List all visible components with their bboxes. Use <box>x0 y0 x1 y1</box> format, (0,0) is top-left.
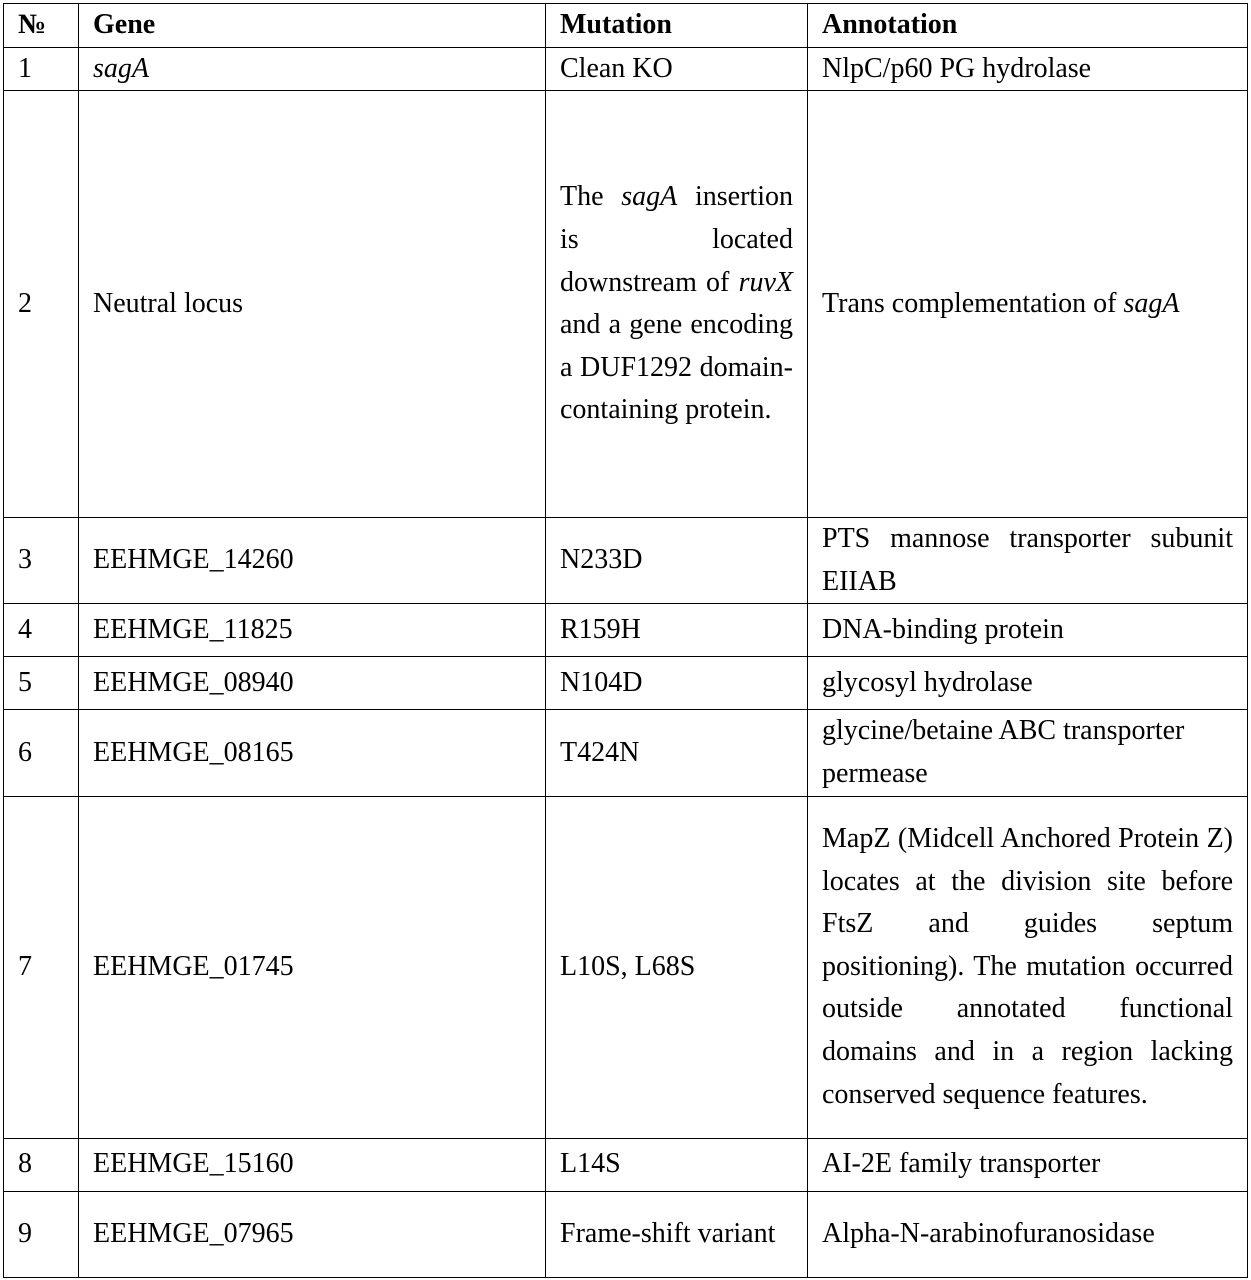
annotation-cell: glycine/betaine ABC transporter permease <box>808 710 1248 796</box>
annotation-cell: PTS mannose transporter subunit EIIAB <box>808 518 1248 604</box>
table-row <box>4 710 1248 796</box>
gene-cell: EEHMGE_14260 <box>79 518 546 604</box>
mutation-cell: T424N <box>546 710 808 796</box>
gene-name-italic: ruvX <box>738 266 793 298</box>
gene-cell: EEHMGE_08940 <box>79 657 546 710</box>
annotation-cell: glycosyl hydrolase <box>808 657 1248 710</box>
row-number: 9 <box>4 1191 79 1277</box>
gene-cell: EEHMGE_11825 <box>79 604 546 657</box>
mutation-text: insertion is located downstream of <box>560 181 793 298</box>
gene-cell <box>79 47 546 91</box>
annotation-cell <box>808 91 1248 518</box>
table-row <box>4 604 1248 657</box>
gene-cell: EEHMGE_08165 <box>79 710 546 796</box>
header-number: № <box>4 4 79 48</box>
row-number: 5 <box>4 657 79 710</box>
gene-name-italic: sagA <box>1123 287 1180 319</box>
table-row <box>4 91 1248 518</box>
gene-cell: Neutral locus <box>79 91 546 518</box>
table-row <box>4 657 1248 710</box>
row-number: 1 <box>4 47 79 91</box>
gene-name-italic: sagA <box>93 52 149 84</box>
gene-name-italic: sagA <box>621 181 678 213</box>
annotation-cell: MapZ (Midcell Anchored Protein Z) locates at the division site before FtsZ and guides septum positioning). The mutation occurred outside annotated functional domains and in a region lacking conserved sequence features. <box>808 796 1248 1138</box>
annotation-text: Trans complementation of <box>822 287 1117 319</box>
table-row <box>4 796 1248 1138</box>
row-number: 6 <box>4 710 79 796</box>
annotation-cell: AI-2E family transporter <box>808 1138 1248 1191</box>
mutation-cell: R159H <box>546 604 808 657</box>
table-row <box>4 1138 1248 1191</box>
mutation-text: and a gene encoding a DUF1292 domain-containing protein. <box>560 309 793 426</box>
mutation-cell: L10S, L68S <box>546 796 808 1138</box>
header-gene: Gene <box>79 4 546 48</box>
mutation-cell: Frame-shift variant <box>546 1191 808 1277</box>
row-number: 3 <box>4 518 79 604</box>
annotation-cell: Alpha-N-arabinofuranosidase <box>808 1191 1248 1277</box>
table-row <box>4 47 1248 91</box>
row-number: 8 <box>4 1138 79 1191</box>
row-number: 2 <box>4 91 79 518</box>
row-number: 4 <box>4 604 79 657</box>
mutation-cell: N104D <box>546 657 808 710</box>
table-header-row <box>4 4 1248 48</box>
mutation-cell: Clean KO <box>546 47 808 91</box>
table-row <box>4 518 1248 604</box>
mutation-cell: N233D <box>546 518 808 604</box>
gene-cell: EEHMGE_01745 <box>79 796 546 1138</box>
gene-cell: EEHMGE_07965 <box>79 1191 546 1277</box>
header-annotation: Annotation <box>808 4 1248 48</box>
mutation-text: The <box>560 181 604 213</box>
annotation-cell: NlpC/p60 PG hydrolase <box>808 47 1248 91</box>
mutation-cell <box>546 91 808 518</box>
row-number: 7 <box>4 796 79 1138</box>
mutation-cell: L14S <box>546 1138 808 1191</box>
annotation-cell: DNA-binding protein <box>808 604 1248 657</box>
header-mutation: Mutation <box>546 4 808 48</box>
table-row <box>4 1191 1248 1277</box>
gene-cell: EEHMGE_15160 <box>79 1138 546 1191</box>
mutations-table <box>3 3 1248 1278</box>
